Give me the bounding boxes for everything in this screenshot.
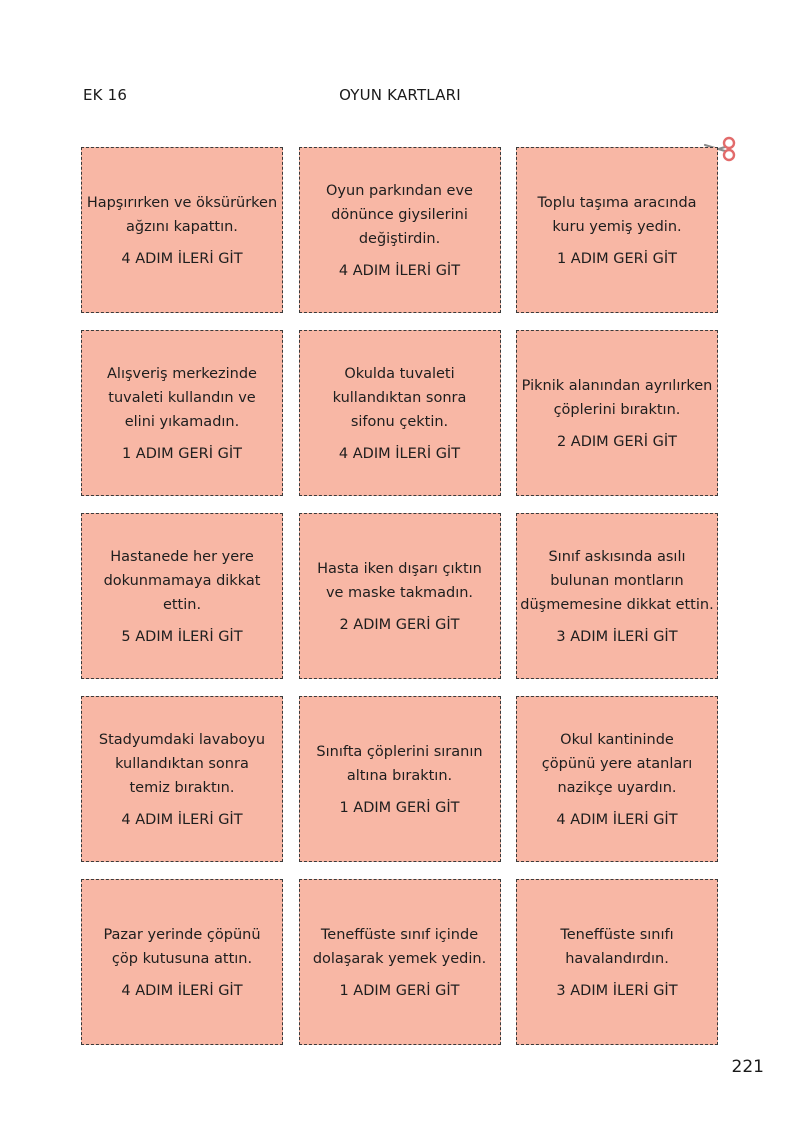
card-move-instruction: 4 ADIM İLERİ GİT bbox=[121, 983, 243, 999]
game-card bbox=[81, 879, 283, 1045]
game-card bbox=[516, 330, 718, 496]
card-move-instruction: 3 ADIM İLERİ GİT bbox=[556, 983, 678, 999]
game-card bbox=[516, 696, 718, 862]
page-title: OYUN KARTLARI bbox=[339, 86, 461, 104]
section-label: EK 16 bbox=[83, 86, 128, 104]
game-card bbox=[299, 330, 501, 496]
card-move-instruction: 4 ADIM İLERİ GİT bbox=[121, 251, 243, 267]
card-description: Hapşırırken ve öksürürken ağzını kapattın. bbox=[86, 195, 278, 235]
game-card bbox=[299, 696, 501, 862]
card-description: Piknik alanından ayrılırken çöplerini bıraktın. bbox=[521, 378, 713, 418]
card-description: Teneffüste sınıfı havalandırdın. bbox=[560, 927, 674, 967]
card-description: Alışveriş merkezinde tuvaleti kullandın ve elini yıkamadın. bbox=[107, 366, 257, 430]
game-card bbox=[299, 147, 501, 313]
game-card bbox=[516, 147, 718, 313]
card-description: Oyun parkından eve dönünce giysilerini değiştirdin. bbox=[326, 183, 473, 247]
card-description: Hasta iken dışarı çıktın ve maske takmadın. bbox=[317, 561, 482, 601]
card-description: Sınıf askısında asılı bulunan montların düşmemesine dikkat ettin. bbox=[520, 549, 714, 613]
game-card bbox=[81, 147, 283, 313]
card-move-instruction: 1 ADIM GERİ GİT bbox=[339, 983, 460, 999]
game-card bbox=[516, 879, 718, 1045]
game-card-grid bbox=[81, 147, 718, 1045]
game-card bbox=[81, 513, 283, 679]
game-card bbox=[299, 513, 501, 679]
card-description: Teneffüste sınıf içinde dolaşarak yemek yedin. bbox=[312, 927, 487, 967]
game-card bbox=[81, 330, 283, 496]
card-move-instruction: 5 ADIM İLERİ GİT bbox=[121, 629, 243, 645]
card-move-instruction: 2 ADIM GERİ GİT bbox=[339, 617, 460, 633]
game-card bbox=[299, 879, 501, 1045]
card-description: Hastanede her yere dokunmamaya dikkat ettin. bbox=[103, 549, 261, 613]
card-description: Okul kantininde çöpünü yere atanları nazikçe uyardın. bbox=[541, 732, 693, 796]
card-move-instruction: 3 ADIM İLERİ GİT bbox=[556, 629, 678, 645]
card-description: Sınıfta çöplerini sıranın altına bıraktın. bbox=[316, 744, 483, 784]
card-description: Okulda tuvaleti kullandıktan sonra sifonu çektin. bbox=[332, 366, 467, 430]
game-card bbox=[516, 513, 718, 679]
card-move-instruction: 1 ADIM GERİ GİT bbox=[339, 800, 460, 816]
card-move-instruction: 4 ADIM İLERİ GİT bbox=[121, 812, 243, 828]
page-number: 221 bbox=[731, 1057, 764, 1077]
game-card bbox=[81, 696, 283, 862]
card-move-instruction: 1 ADIM GERİ GİT bbox=[556, 251, 678, 267]
card-move-instruction: 4 ADIM İLERİ GİT bbox=[556, 812, 678, 828]
card-description: Toplu taşıma aracında kuru yemiş yedin. bbox=[537, 195, 697, 235]
card-description: Stadyumdaki lavaboyu kullandıktan sonra temiz bıraktın. bbox=[98, 732, 266, 796]
card-move-instruction: 2 ADIM GERİ GİT bbox=[556, 434, 678, 450]
card-description: Pazar yerinde çöpünü çöp kutusuna attın. bbox=[103, 927, 261, 967]
card-move-instruction: 4 ADIM İLERİ GİT bbox=[338, 446, 461, 462]
card-move-instruction: 1 ADIM GERİ GİT bbox=[121, 446, 243, 462]
card-move-instruction: 4 ADIM İLERİ GİT bbox=[338, 263, 461, 279]
